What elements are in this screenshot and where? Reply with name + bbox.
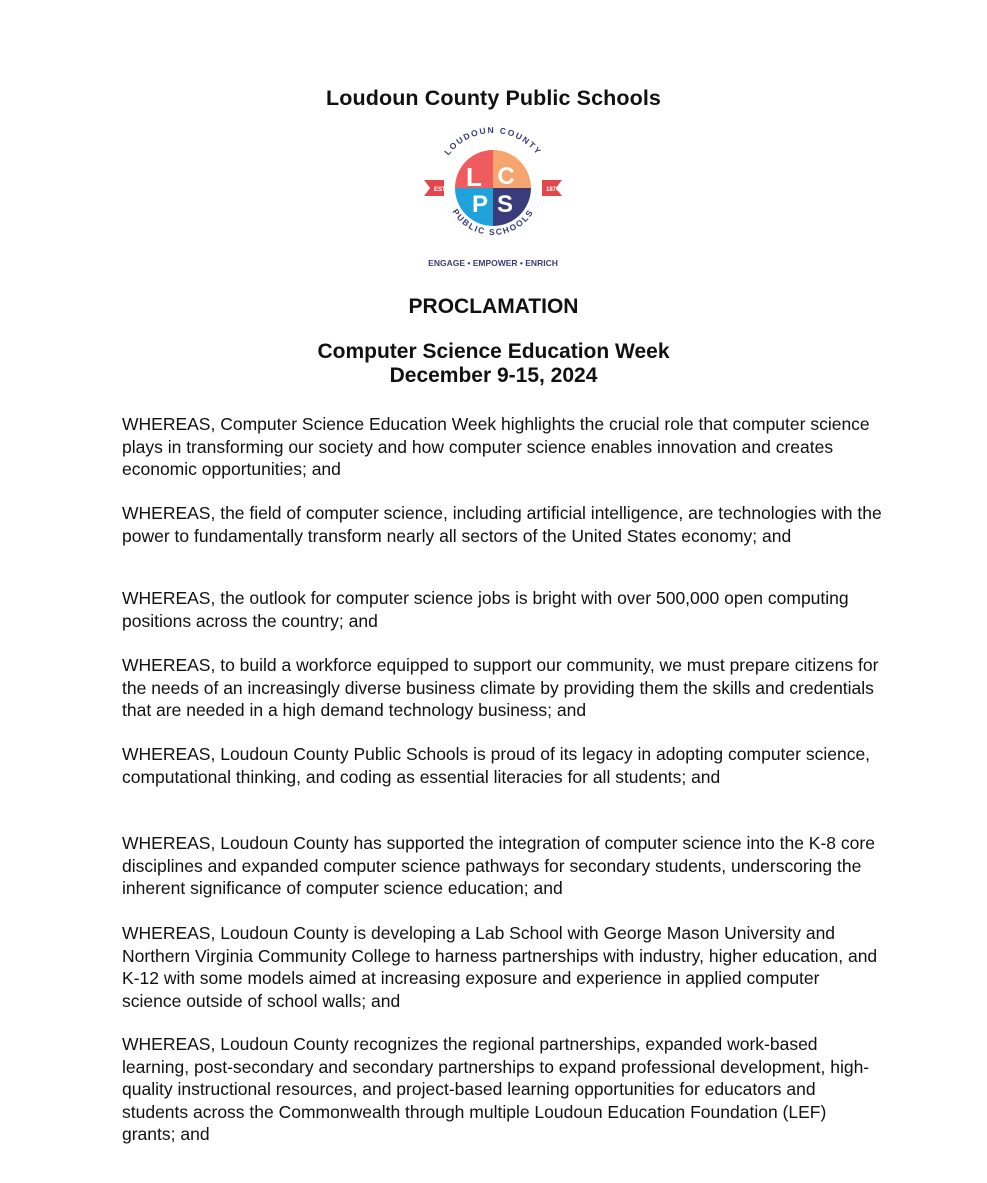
est-year: 1870	[546, 187, 560, 193]
whereas-paragraph-5: WHEREAS, Loudoun County Public Schools is proud of its legacy in adopting computer science, computational thinking, and coding as essential literacies for all students; and	[122, 744, 871, 787]
document-header: Loudoun County Public Schools	[326, 86, 661, 110]
subtitle-event: Computer Science Education Week	[317, 340, 670, 363]
est-label: EST	[434, 187, 446, 193]
logo-arc-top: LOUDOUN COUNTY	[442, 124, 544, 157]
logo-letter-c: C	[497, 163, 515, 190]
whereas-paragraph-1: WHEREAS, Computer Science Education Week highlights the crucial role that computer science plays in transforming our society and how computer science enables innovation and creates economic opportunities; and	[122, 414, 870, 479]
logo-letter-s: S	[496, 191, 514, 218]
logo-arc-bottom: PUBLIC SCHOOLS	[450, 206, 536, 238]
whereas-paragraph-8: WHEREAS, Loudoun County recognizes the regional partnerships, expanded work-based learning, post-secondary and secondary partnerships to expand professional development, high-quality instructional resources, and project-based learning opportunities for educators and students across the Commonwealth through multiple Loudoun Education Foundation (LEF) grants; and	[122, 1034, 870, 1144]
subtitle-date: December 9-15, 2024	[389, 364, 598, 387]
whereas-paragraph-7: WHEREAS, Loudoun County is developing a Lab School with George Mason University and Northern Virginia Community College to harness partnerships with industry, higher education, and K-12 with some models aimed at increasing exposure and experience in applied computer science outside of school walls; and	[122, 923, 878, 1011]
lcps-logo	[410, 124, 576, 270]
logo-letter-l: L	[466, 162, 482, 192]
whereas-paragraph-3: WHEREAS, the outlook for computer science jobs is bright with over 500,000 open computing positions across the country; and	[122, 588, 849, 631]
logo-tagline: ENGAGE • EMPOWER • ENRICH	[428, 258, 558, 268]
proclamation-title: PROCLAMATION	[408, 295, 579, 318]
logo-letter-p: P	[471, 191, 489, 218]
proclamation-subtitle	[0, 340, 987, 388]
whereas-paragraph-4: WHEREAS, to build a workforce equipped to support our community, we must prepare citizens for the needs of an increasingly diverse business climate by providing them the skills and credentials that are needed in a high demand technology business; and	[122, 655, 879, 720]
whereas-paragraph-2: WHEREAS, the field of computer science, including artificial intelligence, are technologies with the power to fundamentally transform nearly all sectors of the United States economy; and	[122, 503, 882, 546]
whereas-paragraph-6: WHEREAS, Loudoun County has supported the integration of computer science into the K-8 core disciplines and expanded computer science pathways for secondary students, underscoring the inherent significance of computer science education; and	[122, 833, 875, 898]
